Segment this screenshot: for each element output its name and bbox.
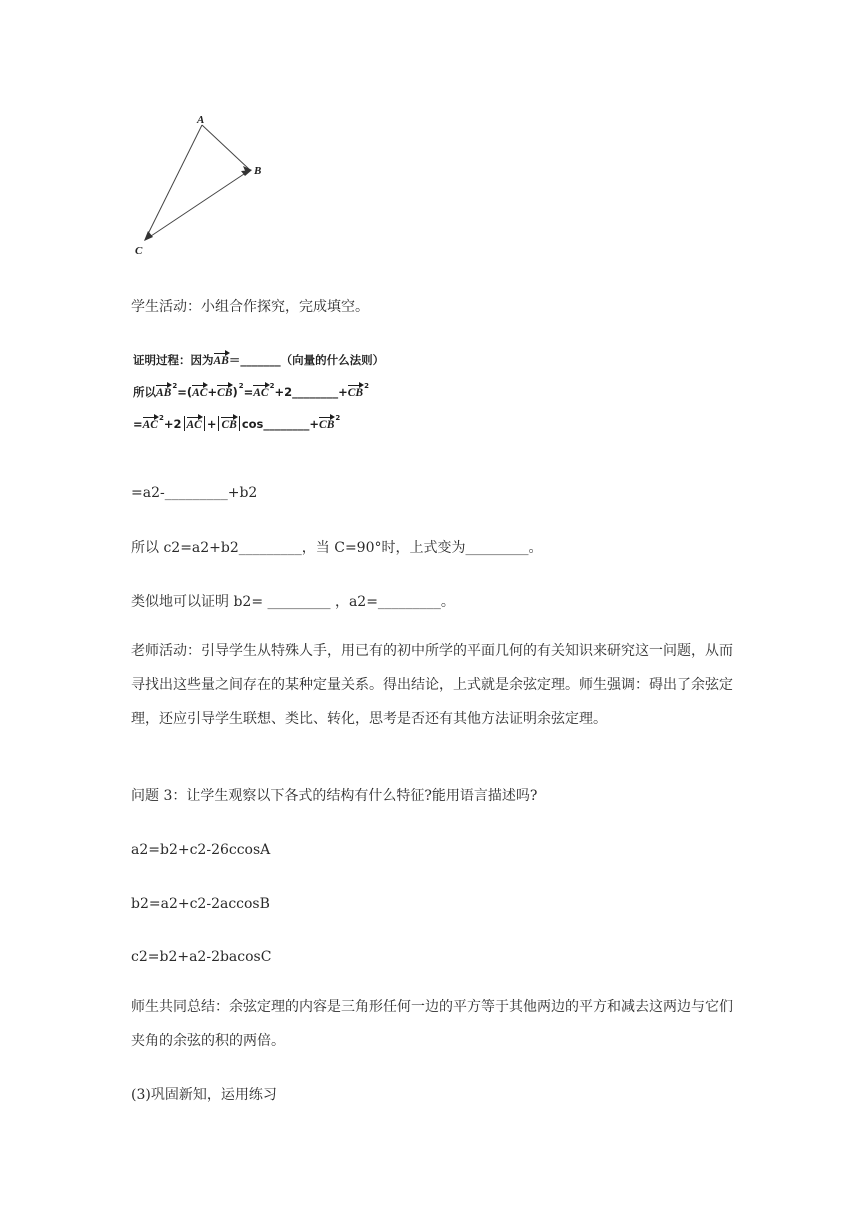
- equation-line-1: =a2-_________+b2: [131, 485, 258, 501]
- vertex-label-a: A: [197, 114, 205, 126]
- formula-c2: c2=b2+a2-2bacosC: [131, 949, 272, 965]
- question-3-text: 问题 3：让学生观察以下各式的结构有什么特征?能用语言描述吗?: [131, 788, 538, 804]
- equation-line-3: 类似地可以证明 b2= _________ ，a2=_________。: [131, 594, 455, 610]
- exponent: 2: [364, 382, 369, 390]
- vector-cb: CB: [319, 419, 335, 431]
- section-heading: (3)巩固新知，运用练习: [131, 1087, 277, 1103]
- abs-bar: [204, 416, 205, 431]
- vertex-label-b: B: [254, 165, 262, 177]
- formula-a2: a2=b2+c2-26ccosA: [131, 842, 271, 858]
- vector-ac: AC: [186, 419, 202, 431]
- formula-b2: b2=a2+c2-2accosB: [131, 896, 270, 912]
- vector-cb: CB: [217, 387, 233, 399]
- proof-figure: [133, 348, 403, 438]
- vector-cb: CB: [347, 387, 364, 399]
- proof-text: +: [206, 417, 217, 431]
- proof-text: +: [207, 385, 218, 399]
- vector-cb: CB: [221, 419, 237, 431]
- vector-ab: AB: [156, 387, 172, 399]
- vector-ab: AB: [213, 355, 229, 367]
- proof-text: =(: [177, 385, 193, 399]
- vector-ac: AC: [192, 387, 208, 399]
- side-ac: [145, 125, 202, 240]
- proof-text: ＝_______（向量的什么法则）: [228, 353, 385, 367]
- exponent: 2: [172, 382, 178, 390]
- summary-text: 师生共同总结：余弦定理的内容是三角形任何一边的平方等于其他两边的平方和减去这两边与它们夹角的余弦的积的两倍。: [131, 999, 733, 1049]
- exponent: 2: [269, 382, 275, 390]
- proof-text: ): [232, 385, 238, 399]
- proof-text: 证明过程：因为: [133, 353, 214, 367]
- proof-text: +2________+: [274, 385, 348, 399]
- abs-bar: [239, 416, 240, 431]
- exponent: 2: [158, 414, 164, 422]
- vector-ac: AC: [253, 387, 269, 399]
- abs-bar: [218, 416, 219, 431]
- exponent: 2: [335, 414, 341, 422]
- equation-line-2: 所以 c2=a2+b2_________，当 C=90°时，上式变为_________。: [131, 540, 543, 556]
- triangle-diagram: [130, 110, 280, 260]
- student-activity-text: 学生活动：小组合作探究，完成填空。: [131, 299, 369, 315]
- proof-text: 所以: [133, 385, 156, 399]
- vertex-label-c: C: [135, 245, 143, 257]
- side-ab: [202, 125, 250, 170]
- proof-text: cos________+: [241, 417, 320, 431]
- side-bc: [145, 170, 250, 240]
- teacher-activity-text: 老师活动：引导学生从特殊人手，用已有的初中所学的平面几何的有关知识来研究这一问题，从而寻找出这些量之间存在的某种定量关系。得出结论，上式就是余弦定理。师生强调：碍出了余弦定理，还应引导学生联想、类比、转化，思考是否还有其他方法证明余弦定理。: [131, 643, 733, 727]
- proof-text: =: [243, 385, 254, 399]
- proof-text: +2: [163, 417, 182, 431]
- proof-text: =: [133, 417, 143, 431]
- proof-line-1: [133, 352, 384, 368]
- proof-line-3: [133, 414, 340, 431]
- arrowhead-c-icon: [144, 231, 153, 241]
- abs-bar: [184, 416, 185, 431]
- vector-ac: AC: [142, 419, 158, 431]
- proof-line-2: [133, 382, 369, 400]
- exponent: 2: [238, 382, 244, 390]
